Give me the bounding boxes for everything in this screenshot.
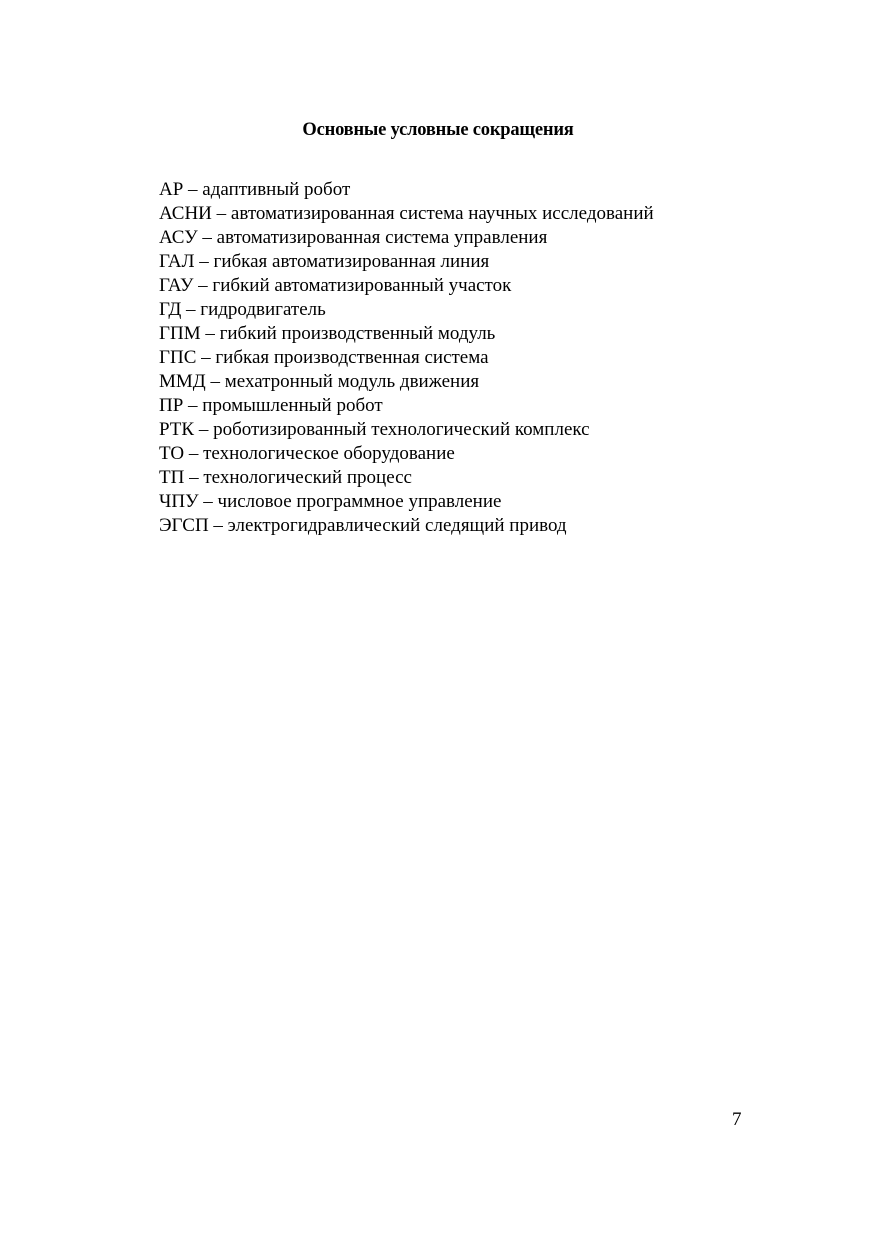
list-item: ПР – промышленный робот: [159, 395, 383, 416]
page-title: Основные условные сокращения: [302, 120, 574, 140]
list-item: ГПМ – гибкий производственный модуль: [159, 323, 496, 344]
list-item: ЭГСП – электрогидравлический следящий привод: [159, 515, 567, 536]
list-item: ГАЛ – гибкая автоматизированная линия: [159, 251, 490, 272]
list-item: ГПС – гибкая производственная система: [159, 347, 489, 368]
list-item: ЧПУ – числовое программное управление: [159, 491, 502, 512]
list-item: РТК – роботизированный технологический комплекс: [159, 419, 590, 440]
list-item: ТП – технологический процесс: [159, 467, 412, 488]
list-item: ТО – технологическое оборудование: [159, 443, 455, 464]
list-item: ГАУ – гибкий автоматизированный участок: [159, 275, 512, 296]
abbreviation-list: [159, 178, 654, 538]
list-item: ГД – гидродвигатель: [159, 299, 326, 320]
list-item: АСУ – автоматизированная система управления: [159, 227, 548, 248]
list-item: АР – адаптивный робот: [159, 179, 351, 200]
page-number: 7: [732, 1109, 742, 1130]
list-item: ММД – мехатронный модуль движения: [159, 371, 480, 392]
list-item: АСНИ – автоматизированная система научных исследований: [159, 203, 654, 224]
